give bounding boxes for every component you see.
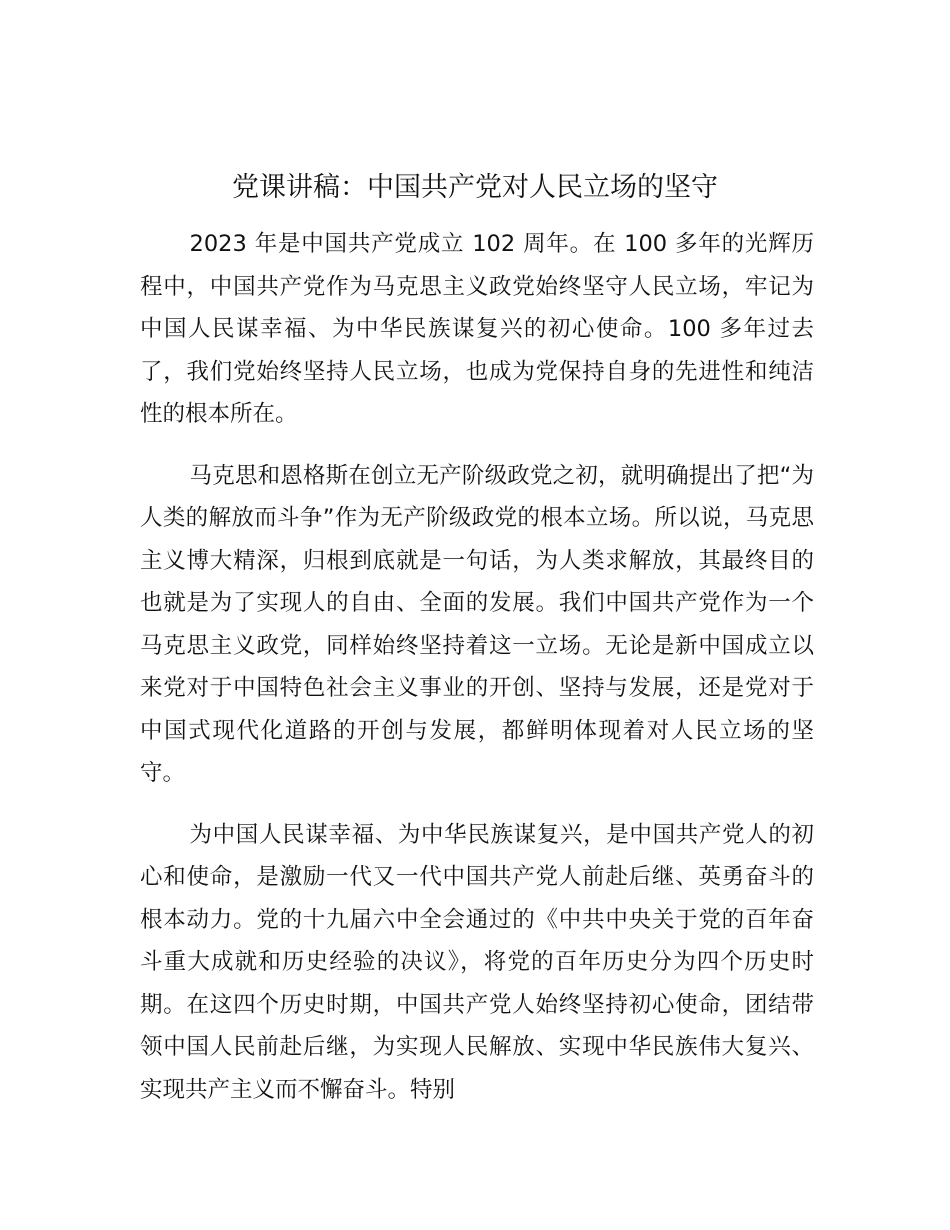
paragraph: 马克思和恩格斯在创立无产阶级政党之初，就明确提出了把“为人类的解放而斗争”作为无产阶级政党的根本立场。所以说，马克思主义博大精深，归根到底就是一句话，为人类求解放，其最终目的也就是为了实现人的自由、全面的发展。我们中国共产党作为一个马克思主义政党，同样始终坚持着这一立场。无论是新中国成立以来党对于中国特色社会主义事业的开创、坚持与发展，还是党对于中国式现代化道路的开创与发展，都鲜明体现着对人民立场的坚守。	[140, 462, 814, 786]
paragraph: 为中国人民谋幸福、为中华民族谋复兴，是中国共产党人的初心和使命，是激励一代又一代中国共产党人前赴后继、英勇奋斗的根本动力。党的十九届六中全会通过的《中共中央关于党的百年奋斗重大成就和历史经验的决议》，将党的百年历史分为四个历史时期。在这四个历史时期，中国共产党人始终坚持初心使命，团结带领中国人民前赴后继，为实现人民解放、实现中华民族伟大复兴、实现共产主义而不懈奋斗。特别	[140, 821, 814, 1103]
paragraph: 2023 年是中国共产党成立 102 周年。在 100 多年的光辉历程中，中国共产党作为马克思主义政党始终坚守人民立场，牢记为中国人民谋幸福、为中华民族谋复兴的初心使命。100 多年过去了，我们党始终坚持人民立场，也成为党保持自身的先进性和纯洁性的根本所在。	[140, 231, 814, 427]
document-body	[140, 223, 814, 1130]
document-title: 党课讲稿：中国共产党对人民立场的坚守	[232, 172, 718, 203]
